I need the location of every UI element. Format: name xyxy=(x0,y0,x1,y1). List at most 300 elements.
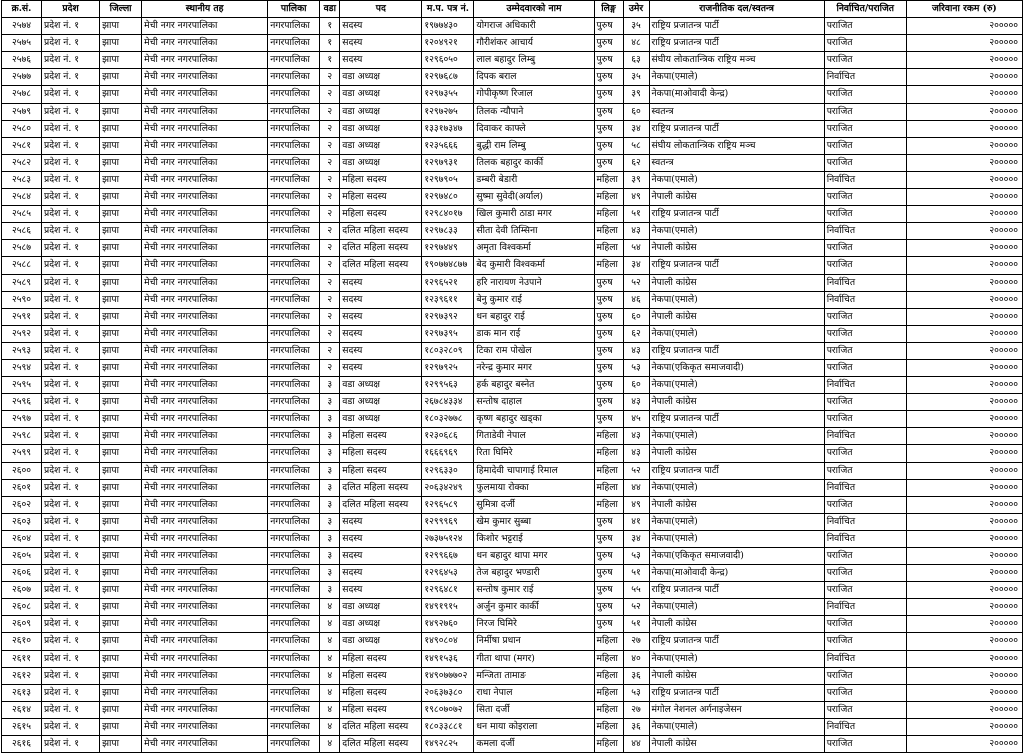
cell-post: सदस्य xyxy=(340,274,422,291)
cell-result: पराजित xyxy=(824,582,906,599)
cell-serial-no: २५८८ xyxy=(2,257,42,274)
cell-post: महिला सदस्य xyxy=(340,428,422,445)
cell-party: नेपाली कांग्रेस xyxy=(649,496,824,513)
cell-age: ४३ xyxy=(623,445,649,462)
cell-gender: पुरुष xyxy=(594,359,623,376)
cell-province: प्रदेश नं. १ xyxy=(42,684,100,701)
cell-ward: ३ xyxy=(320,462,340,479)
cell-municipality-type: नगरपालिका xyxy=(268,684,320,701)
cell-local-level: मेची नगर नगरपालिका xyxy=(142,650,268,667)
cell-local-level: मेची नगर नगरपालिका xyxy=(142,582,268,599)
cell-post: वडा अध्यक्ष xyxy=(340,394,422,411)
cell-party: नेपाली कांग्रेस xyxy=(649,240,824,257)
cell-party: राष्ट्रिय प्रजातन्त्र पार्टी xyxy=(649,633,824,650)
cell-local-level: मेची नगर नगरपालिका xyxy=(142,274,268,291)
cell-result: निर्वाचित xyxy=(824,274,906,291)
cell-ballot-no: १२३०६८६ xyxy=(422,428,474,445)
cell-ward: ४ xyxy=(320,684,340,701)
cell-ward: ३ xyxy=(320,377,340,394)
cell-serial-no: २६१५ xyxy=(2,718,42,735)
cell-district: झापा xyxy=(100,616,142,633)
cell-gender: पुरुष xyxy=(594,18,623,35)
cell-ward: २ xyxy=(320,69,340,86)
cell-gender: पुरुष xyxy=(594,530,623,547)
cell-local-level: मेची नगर नगरपालिका xyxy=(142,616,268,633)
cell-serial-no: २६०२ xyxy=(2,496,42,513)
cell-gender: महिला xyxy=(594,633,623,650)
cell-ward: २ xyxy=(320,308,340,325)
cell-municipality-type: नगरपालिका xyxy=(268,394,320,411)
cell-municipality-type: नगरपालिका xyxy=(268,411,320,428)
cell-municipality-type: नगरपालिका xyxy=(268,206,320,223)
cell-serial-no: २६१३ xyxy=(2,684,42,701)
table-row xyxy=(2,308,1023,325)
cell-age: ६२ xyxy=(623,325,649,342)
table-row xyxy=(2,513,1023,530)
cell-province: प्रदेश नं. १ xyxy=(42,257,100,274)
cell-serial-no: २५८६ xyxy=(2,223,42,240)
cell-municipality-type: नगरपालिका xyxy=(268,223,320,240)
cell-fine-amount: २००००० xyxy=(906,513,1022,530)
cell-result: निर्वाचित xyxy=(824,599,906,616)
cell-fine-amount: २००००० xyxy=(906,103,1022,120)
cell-result: पराजित xyxy=(824,240,906,257)
cell-age: २७ xyxy=(623,701,649,718)
table-row xyxy=(2,718,1023,735)
cell-fine-amount: २००००० xyxy=(906,154,1022,171)
table-row xyxy=(2,394,1023,411)
table-row xyxy=(2,633,1023,650)
cell-gender: पुरुष xyxy=(594,154,623,171)
cell-age: ६३ xyxy=(623,52,649,69)
cell-province: प्रदेश नं. १ xyxy=(42,137,100,154)
cell-result: पराजित xyxy=(824,736,906,753)
cell-fine-amount: २००००० xyxy=(906,428,1022,445)
table-row xyxy=(2,69,1023,86)
cell-party: नेकपा(एमाले) xyxy=(649,718,824,735)
cell-result: पराजित xyxy=(824,86,906,103)
cell-age: ४३ xyxy=(623,342,649,359)
cell-district: झापा xyxy=(100,257,142,274)
cell-local-level: मेची नगर नगरपालिका xyxy=(142,428,268,445)
cell-ballot-no: १२९७९२५ xyxy=(422,359,474,376)
cell-candidate-name: सिता दर्जी xyxy=(474,701,594,718)
cell-ballot-no: १२९७३९५ xyxy=(422,325,474,342)
cell-serial-no: २५९९ xyxy=(2,445,42,462)
cell-candidate-name: गिताडेवी नेपाल xyxy=(474,428,594,445)
cell-result: पराजित xyxy=(824,325,906,342)
cell-gender: महिला xyxy=(594,171,623,188)
cell-age: ४४ xyxy=(623,479,649,496)
cell-post: सदस्य xyxy=(340,342,422,359)
cell-ballot-no: १८०३३८८१ xyxy=(422,718,474,735)
cell-party: नेपाली कांग्रेस xyxy=(649,616,824,633)
cell-post: सदस्य xyxy=(340,291,422,308)
cell-fine-amount: २००००० xyxy=(906,633,1022,650)
header-post: पद xyxy=(340,1,422,18)
cell-ward: ३ xyxy=(320,428,340,445)
cell-age: ५८ xyxy=(623,137,649,154)
cell-district: झापा xyxy=(100,684,142,701)
cell-ward: २ xyxy=(320,154,340,171)
cell-fine-amount: २००००० xyxy=(906,548,1022,565)
cell-fine-amount: २००००० xyxy=(906,206,1022,223)
cell-local-level: मेची नगर नगरपालिका xyxy=(142,52,268,69)
cell-post: वडा अध्यक्ष xyxy=(340,137,422,154)
cell-candidate-name: बुद्धी राम लिम्बु xyxy=(474,137,594,154)
cell-candidate-name: बेनु कुमार राई xyxy=(474,291,594,308)
cell-ballot-no: १२९६०५० xyxy=(422,52,474,69)
cell-ward: ३ xyxy=(320,411,340,428)
cell-district: झापा xyxy=(100,86,142,103)
cell-fine-amount: २००००० xyxy=(906,171,1022,188)
cell-local-level: मेची नगर नगरपालिका xyxy=(142,599,268,616)
cell-gender: पुरुष xyxy=(594,582,623,599)
cell-local-level: मेची नगर नगरपालिका xyxy=(142,69,268,86)
table-row xyxy=(2,599,1023,616)
cell-gender: पुरुष xyxy=(594,308,623,325)
cell-municipality-type: नगरपालिका xyxy=(268,35,320,52)
cell-post: वडा अध्यक्ष xyxy=(340,154,422,171)
cell-gender: महिला xyxy=(594,462,623,479)
cell-province: प्रदेश नं. १ xyxy=(42,342,100,359)
cell-gender: महिला xyxy=(594,650,623,667)
header-province: प्रदेश xyxy=(42,1,100,18)
cell-district: झापा xyxy=(100,513,142,530)
cell-post: महिला सदस्य xyxy=(340,206,422,223)
table-row xyxy=(2,291,1023,308)
cell-local-level: मेची नगर नगरपालिका xyxy=(142,479,268,496)
cell-municipality-type: नगरपालिका xyxy=(268,650,320,667)
cell-result: पराजित xyxy=(824,548,906,565)
cell-ballot-no: १४९१५३६ xyxy=(422,650,474,667)
cell-post: दलित महिला सदस्य xyxy=(340,496,422,513)
cell-district: झापा xyxy=(100,394,142,411)
cell-fine-amount: २००००० xyxy=(906,257,1022,274)
cell-local-level: मेची नगर नगरपालिका xyxy=(142,308,268,325)
cell-local-level: मेची नगर नगरपालिका xyxy=(142,565,268,582)
cell-party: राष्ट्रिय प्रजातन्त्र पार्टी xyxy=(649,257,824,274)
cell-post: वडा अध्यक्ष xyxy=(340,86,422,103)
cell-gender: पुरुष xyxy=(594,565,623,582)
cell-candidate-name: तिलक बहादुर कार्की xyxy=(474,154,594,171)
cell-candidate-name: अमृता विश्वकर्मा xyxy=(474,240,594,257)
table-row xyxy=(2,189,1023,206)
cell-ballot-no: १२९७८३३ xyxy=(422,223,474,240)
cell-ballot-no: १४९०८०४ xyxy=(422,633,474,650)
cell-party: राष्ट्रिय प्रजातन्त्र पार्टी xyxy=(649,342,824,359)
cell-serial-no: २५९४ xyxy=(2,359,42,376)
cell-district: झापा xyxy=(100,701,142,718)
cell-ward: १ xyxy=(320,18,340,35)
cell-age: ४३ xyxy=(623,394,649,411)
cell-gender: महिला xyxy=(594,240,623,257)
cell-ward: २ xyxy=(320,257,340,274)
cell-district: झापा xyxy=(100,582,142,599)
cell-post: महिला सदस्य xyxy=(340,462,422,479)
cell-fine-amount: २००००० xyxy=(906,189,1022,206)
cell-age: ४५ xyxy=(623,411,649,428)
cell-local-level: मेची नगर नगरपालिका xyxy=(142,171,268,188)
cell-province: प्रदेश नं. १ xyxy=(42,462,100,479)
cell-age: ५१ xyxy=(623,206,649,223)
cell-local-level: मेची नगर नगरपालिका xyxy=(142,359,268,376)
cell-municipality-type: नगरपालिका xyxy=(268,736,320,753)
cell-serial-no: २५८३ xyxy=(2,171,42,188)
cell-municipality-type: नगरपालिका xyxy=(268,342,320,359)
cell-result: पराजित xyxy=(824,137,906,154)
cell-local-level: मेची नगर नगरपालिका xyxy=(142,496,268,513)
cell-ballot-no: १२९९९६९ xyxy=(422,513,474,530)
cell-serial-no: २५८४ xyxy=(2,189,42,206)
cell-candidate-name: सन्तोष दाहाल xyxy=(474,394,594,411)
cell-serial-no: २५७६ xyxy=(2,52,42,69)
cell-candidate-name: लाल बहादुर लिम्बु xyxy=(474,52,594,69)
cell-result: पराजित xyxy=(824,445,906,462)
cell-gender: पुरुष xyxy=(594,325,623,342)
cell-gender: पुरुष xyxy=(594,377,623,394)
cell-result: पराजित xyxy=(824,342,906,359)
cell-candidate-name: दिवाकर काफ्ले xyxy=(474,120,594,137)
cell-serial-no: २६०३ xyxy=(2,513,42,530)
cell-municipality-type: नगरपालिका xyxy=(268,274,320,291)
cell-gender: महिला xyxy=(594,428,623,445)
cell-age: ४३ xyxy=(623,428,649,445)
cell-gender: पुरुष xyxy=(594,137,623,154)
cell-district: झापा xyxy=(100,496,142,513)
cell-ballot-no: १२३९६११ xyxy=(422,291,474,308)
cell-gender: महिला xyxy=(594,479,623,496)
cell-ward: २ xyxy=(320,103,340,120)
cell-age: ४९ xyxy=(623,189,649,206)
cell-fine-amount: २००००० xyxy=(906,223,1022,240)
cell-province: प्रदेश नं. १ xyxy=(42,35,100,52)
cell-result: पराजित xyxy=(824,308,906,325)
table-row xyxy=(2,411,1023,428)
cell-municipality-type: नगरपालिका xyxy=(268,513,320,530)
cell-district: झापा xyxy=(100,342,142,359)
cell-district: झापा xyxy=(100,120,142,137)
cell-age: ४८ xyxy=(623,35,649,52)
cell-ballot-no: १८०३२७७८ xyxy=(422,411,474,428)
cell-ward: २ xyxy=(320,291,340,308)
cell-post: दलित महिला सदस्य xyxy=(340,223,422,240)
cell-party: नेकपा(एमाले) xyxy=(649,428,824,445)
cell-ballot-no: १९८०७०७२ xyxy=(422,701,474,718)
cell-party: नेपाली कांग्रेस xyxy=(649,445,824,462)
cell-local-level: मेची नगर नगरपालिका xyxy=(142,684,268,701)
cell-serial-no: २५९३ xyxy=(2,342,42,359)
cell-fine-amount: २००००० xyxy=(906,565,1022,582)
cell-district: झापा xyxy=(100,548,142,565)
cell-province: प्रदेश नं. १ xyxy=(42,411,100,428)
cell-municipality-type: नगरपालिका xyxy=(268,599,320,616)
cell-local-level: मेची नगर नगरपालिका xyxy=(142,701,268,718)
table-row xyxy=(2,548,1023,565)
cell-post: वडा अध्यक्ष xyxy=(340,120,422,137)
cell-gender: पुरुष xyxy=(594,342,623,359)
cell-fine-amount: २००००० xyxy=(906,291,1022,308)
cell-district: झापा xyxy=(100,633,142,650)
cell-province: प्रदेश नं. १ xyxy=(42,291,100,308)
cell-serial-no: २५७५ xyxy=(2,35,42,52)
cell-age: ३४ xyxy=(623,257,649,274)
cell-municipality-type: नगरपालिका xyxy=(268,633,320,650)
cell-ballot-no: १२९६४८१ xyxy=(422,582,474,599)
cell-serial-no: २६०० xyxy=(2,462,42,479)
cell-candidate-name: मन्जिता तामाङ xyxy=(474,667,594,684)
cell-serial-no: २६१६ xyxy=(2,736,42,753)
cell-serial-no: २६०६ xyxy=(2,565,42,582)
cell-fine-amount: २००००० xyxy=(906,52,1022,69)
cell-district: झापा xyxy=(100,428,142,445)
cell-fine-amount: २००००० xyxy=(906,308,1022,325)
cell-ward: ३ xyxy=(320,530,340,547)
cell-ward: ३ xyxy=(320,582,340,599)
cell-fine-amount: २००००० xyxy=(906,18,1022,35)
cell-district: झापा xyxy=(100,18,142,35)
cell-ward: १ xyxy=(320,35,340,52)
cell-party: नेकपा(एकिकृत समाजवादी) xyxy=(649,359,824,376)
cell-district: झापा xyxy=(100,650,142,667)
cell-local-level: मेची नगर नगरपालिका xyxy=(142,18,268,35)
cell-party: संघीय लोकतान्त्रिक राष्ट्रिय मञ्च xyxy=(649,137,824,154)
cell-ward: २ xyxy=(320,86,340,103)
cell-district: झापा xyxy=(100,223,142,240)
cell-municipality-type: नगरपालिका xyxy=(268,120,320,137)
cell-ballot-no: १६६६९६९ xyxy=(422,445,474,462)
cell-candidate-name: सुमित्रा दर्जी xyxy=(474,496,594,513)
cell-serial-no: २५९१ xyxy=(2,308,42,325)
table-row xyxy=(2,582,1023,599)
cell-gender: महिला xyxy=(594,736,623,753)
cell-post: सदस्य xyxy=(340,325,422,342)
cell-candidate-name: योगराज अधिकारी xyxy=(474,18,594,35)
cell-serial-no: २६११ xyxy=(2,650,42,667)
cell-party: नेकपा(एमाले) xyxy=(649,479,824,496)
cell-local-level: मेची नगर नगरपालिका xyxy=(142,325,268,342)
header-serial-no: क्र.सं. xyxy=(2,1,42,18)
cell-result: निर्वाचित xyxy=(824,530,906,547)
table-row xyxy=(2,52,1023,69)
cell-district: झापा xyxy=(100,189,142,206)
cell-result: पराजित xyxy=(824,120,906,137)
table-row xyxy=(2,18,1023,35)
cell-municipality-type: नगरपालिका xyxy=(268,565,320,582)
cell-ballot-no: १८०३२८०९ xyxy=(422,342,474,359)
cell-age: ६० xyxy=(623,308,649,325)
cell-age: ५३ xyxy=(623,548,649,565)
cell-post: वडा अध्यक्ष xyxy=(340,69,422,86)
cell-result: पराजित xyxy=(824,496,906,513)
cell-age: ६२ xyxy=(623,154,649,171)
table-row xyxy=(2,257,1023,274)
cell-result: पराजित xyxy=(824,154,906,171)
cell-fine-amount: २००००० xyxy=(906,599,1022,616)
cell-post: सदस्य xyxy=(340,35,422,52)
cell-candidate-name: डम्बरी बेडारी xyxy=(474,171,594,188)
cell-post: दलित महिला सदस्य xyxy=(340,479,422,496)
cell-municipality-type: नगरपालिका xyxy=(268,377,320,394)
cell-province: प्रदेश नं. १ xyxy=(42,718,100,735)
cell-post: सदस्य xyxy=(340,530,422,547)
cell-province: प्रदेश नं. १ xyxy=(42,359,100,376)
cell-result: पराजित xyxy=(824,18,906,35)
cell-serial-no: २५९२ xyxy=(2,325,42,342)
cell-candidate-name: कमला दर्जी xyxy=(474,736,594,753)
cell-age: ५१ xyxy=(623,565,649,582)
cell-ballot-no: १२९६५८९ xyxy=(422,496,474,513)
cell-fine-amount: २००००० xyxy=(906,120,1022,137)
cell-result: पराजित xyxy=(824,684,906,701)
cell-ballot-no: १२९७२७५ xyxy=(422,103,474,120)
cell-ward: २ xyxy=(320,206,340,223)
cell-local-level: मेची नगर नगरपालिका xyxy=(142,342,268,359)
cell-province: प्रदेश नं. १ xyxy=(42,377,100,394)
cell-post: वडा अध्यक्ष xyxy=(340,633,422,650)
cell-gender: पुरुष xyxy=(594,513,623,530)
cell-candidate-name: अर्जुन कुमार कार्की xyxy=(474,599,594,616)
cell-age: ३५ xyxy=(623,18,649,35)
cell-age: ४६ xyxy=(623,291,649,308)
cell-ballot-no: २६७८४३३४ xyxy=(422,394,474,411)
cell-post: दलित महिला सदस्य xyxy=(340,240,422,257)
cell-result: निर्वाचित xyxy=(824,718,906,735)
cell-district: झापा xyxy=(100,718,142,735)
cell-party: राष्ट्रिय प्रजातन्त्र पार्टी xyxy=(649,35,824,52)
cell-ward: ३ xyxy=(320,394,340,411)
cell-province: प्रदेश नं. १ xyxy=(42,565,100,582)
cell-ballot-no: १२९६५२१ xyxy=(422,274,474,291)
cell-municipality-type: नगरपालिका xyxy=(268,667,320,684)
cell-candidate-name: राधा नेपाल xyxy=(474,684,594,701)
cell-post: सदस्य xyxy=(340,18,422,35)
cell-ward: २ xyxy=(320,359,340,376)
cell-candidate-name: रिता घिमिरे xyxy=(474,445,594,462)
cell-age: ५५ xyxy=(623,582,649,599)
cell-municipality-type: नगरपालिका xyxy=(268,359,320,376)
cell-ballot-no: १९०७७४८७७ xyxy=(422,257,474,274)
cell-district: झापा xyxy=(100,206,142,223)
cell-ward: २ xyxy=(320,137,340,154)
header-row xyxy=(2,1,1023,18)
cell-gender: पुरुष xyxy=(594,69,623,86)
cell-result: निर्वाचित xyxy=(824,479,906,496)
cell-fine-amount: २००००० xyxy=(906,69,1022,86)
table-row xyxy=(2,325,1023,342)
table-row xyxy=(2,35,1023,52)
cell-ward: ४ xyxy=(320,736,340,753)
cell-age: ४३ xyxy=(623,223,649,240)
cell-party: नेकपा(एमाले) xyxy=(649,599,824,616)
cell-gender: महिला xyxy=(594,496,623,513)
cell-ballot-no: १९७७४३० xyxy=(422,18,474,35)
cell-serial-no: २६०८ xyxy=(2,599,42,616)
cell-local-level: मेची नगर नगरपालिका xyxy=(142,548,268,565)
cell-ballot-no: १४९१९१५ xyxy=(422,599,474,616)
cell-party: नेकपा(एमाले) xyxy=(649,650,824,667)
cell-fine-amount: २००००० xyxy=(906,736,1022,753)
cell-result: पराजित xyxy=(824,257,906,274)
cell-ballot-no: १२९७४४९ xyxy=(422,240,474,257)
cell-local-level: मेची नगर नगरपालिका xyxy=(142,633,268,650)
cell-province: प्रदेश नं. १ xyxy=(42,223,100,240)
cell-gender: पुरुष xyxy=(594,274,623,291)
cell-post: दलित महिला सदस्य xyxy=(340,736,422,753)
cell-result: निर्वाचित xyxy=(824,650,906,667)
cell-result: पराजित xyxy=(824,616,906,633)
cell-fine-amount: २००००० xyxy=(906,359,1022,376)
